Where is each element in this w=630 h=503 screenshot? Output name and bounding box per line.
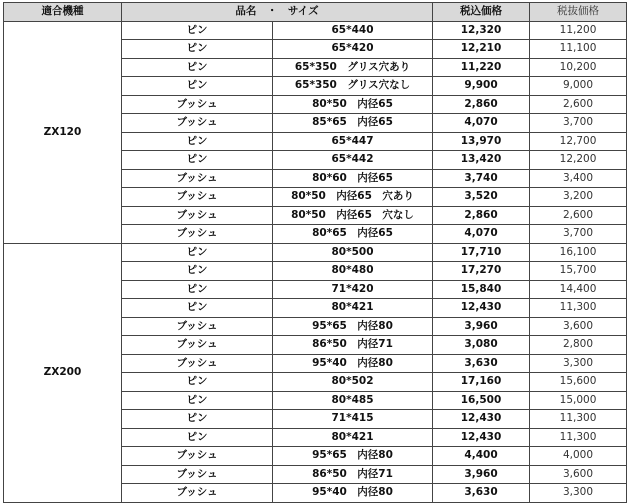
price-incl-tax-cell: 13,420 bbox=[433, 151, 530, 170]
model-cell: ZX120 bbox=[4, 21, 122, 243]
item-size-cell: 80*50 内径65 穴あり bbox=[273, 188, 433, 207]
item-name-cell: ブッシュ bbox=[122, 465, 273, 484]
header-price-excl-tax: 税抜価格 bbox=[530, 3, 627, 22]
price-incl-tax-cell: 17,710 bbox=[433, 243, 530, 262]
item-name-cell: ブッシュ bbox=[122, 484, 273, 503]
item-name-cell: ピン bbox=[122, 21, 273, 40]
item-size-cell: 95*40 内径80 bbox=[273, 354, 433, 373]
item-name-cell: ブッシュ bbox=[122, 206, 273, 225]
price-incl-tax-cell: 2,860 bbox=[433, 95, 530, 114]
item-size-cell: 71*415 bbox=[273, 410, 433, 429]
price-incl-tax-cell: 11,220 bbox=[433, 58, 530, 77]
price-incl-tax-cell: 12,210 bbox=[433, 40, 530, 59]
item-name-cell: ブッシュ bbox=[122, 354, 273, 373]
item-size-cell: 65*420 bbox=[273, 40, 433, 59]
price-excl-tax-cell: 3,200 bbox=[530, 188, 627, 207]
item-size-cell: 80*60 内径65 bbox=[273, 169, 433, 188]
price-excl-tax-cell: 3,700 bbox=[530, 114, 627, 133]
price-excl-tax-cell: 3,600 bbox=[530, 465, 627, 484]
item-size-cell: 80*50 内径65 bbox=[273, 95, 433, 114]
table-body bbox=[4, 21, 627, 502]
item-name-cell: ブッシュ bbox=[122, 188, 273, 207]
price-excl-tax-cell: 12,700 bbox=[530, 132, 627, 151]
price-excl-tax-cell: 2,600 bbox=[530, 95, 627, 114]
item-size-cell: 71*420 bbox=[273, 280, 433, 299]
price-excl-tax-cell: 12,200 bbox=[530, 151, 627, 170]
item-size-cell: 86*50 内径71 bbox=[273, 336, 433, 355]
price-excl-tax-cell: 15,600 bbox=[530, 373, 627, 392]
price-incl-tax-cell: 4,400 bbox=[433, 447, 530, 466]
price-excl-tax-cell: 14,400 bbox=[530, 280, 627, 299]
price-excl-tax-cell: 11,300 bbox=[530, 428, 627, 447]
item-name-cell: ブッシュ bbox=[122, 317, 273, 336]
item-name-cell: ピン bbox=[122, 391, 273, 410]
price-incl-tax-cell: 16,500 bbox=[433, 391, 530, 410]
price-incl-tax-cell: 2,860 bbox=[433, 206, 530, 225]
price-excl-tax-cell: 11,100 bbox=[530, 40, 627, 59]
item-size-cell: 86*50 内径71 bbox=[273, 465, 433, 484]
price-excl-tax-cell: 10,200 bbox=[530, 58, 627, 77]
item-size-cell: 65*440 bbox=[273, 21, 433, 40]
item-name-cell: ブッシュ bbox=[122, 336, 273, 355]
header-price-incl-tax: 税込価格 bbox=[433, 3, 530, 22]
item-size-cell: 95*65 内径80 bbox=[273, 447, 433, 466]
item-name-cell: ピン bbox=[122, 243, 273, 262]
price-table bbox=[3, 2, 627, 503]
item-name-cell: ブッシュ bbox=[122, 169, 273, 188]
table-row bbox=[4, 21, 627, 40]
price-incl-tax-cell: 13,970 bbox=[433, 132, 530, 151]
item-name-cell: ブッシュ bbox=[122, 447, 273, 466]
price-excl-tax-cell: 3,700 bbox=[530, 225, 627, 244]
price-excl-tax-cell: 2,800 bbox=[530, 336, 627, 355]
item-name-cell: ブッシュ bbox=[122, 225, 273, 244]
item-size-cell: 95*65 内径80 bbox=[273, 317, 433, 336]
price-incl-tax-cell: 3,630 bbox=[433, 354, 530, 373]
item-size-cell: 80*485 bbox=[273, 391, 433, 410]
price-excl-tax-cell: 11,200 bbox=[530, 21, 627, 40]
item-name-cell: ピン bbox=[122, 262, 273, 281]
price-incl-tax-cell: 12,430 bbox=[433, 428, 530, 447]
price-incl-tax-cell: 3,520 bbox=[433, 188, 530, 207]
price-excl-tax-cell: 11,300 bbox=[530, 299, 627, 318]
item-size-cell: 65*447 bbox=[273, 132, 433, 151]
price-incl-tax-cell: 4,070 bbox=[433, 225, 530, 244]
item-size-cell: 80*480 bbox=[273, 262, 433, 281]
price-excl-tax-cell: 3,300 bbox=[530, 354, 627, 373]
price-excl-tax-cell: 9,000 bbox=[530, 77, 627, 96]
item-size-cell: 80*502 bbox=[273, 373, 433, 392]
price-excl-tax-cell: 15,700 bbox=[530, 262, 627, 281]
item-name-cell: ピン bbox=[122, 151, 273, 170]
price-incl-tax-cell: 3,080 bbox=[433, 336, 530, 355]
item-size-cell: 80*421 bbox=[273, 299, 433, 318]
price-incl-tax-cell: 3,630 bbox=[433, 484, 530, 503]
price-incl-tax-cell: 17,270 bbox=[433, 262, 530, 281]
price-excl-tax-cell: 4,000 bbox=[530, 447, 627, 466]
item-name-cell: ピン bbox=[122, 58, 273, 77]
price-excl-tax-cell: 3,300 bbox=[530, 484, 627, 503]
price-excl-tax-cell: 3,600 bbox=[530, 317, 627, 336]
price-incl-tax-cell: 9,900 bbox=[433, 77, 530, 96]
item-size-cell: 80*50 内径65 穴なし bbox=[273, 206, 433, 225]
price-excl-tax-cell: 16,100 bbox=[530, 243, 627, 262]
price-incl-tax-cell: 3,960 bbox=[433, 317, 530, 336]
table-row bbox=[4, 243, 627, 262]
item-size-cell: 65*350 グリス穴あり bbox=[273, 58, 433, 77]
item-size-cell: 65*442 bbox=[273, 151, 433, 170]
price-incl-tax-cell: 12,320 bbox=[433, 21, 530, 40]
item-name-cell: ブッシュ bbox=[122, 95, 273, 114]
item-size-cell: 80*421 bbox=[273, 428, 433, 447]
model-cell: ZX200 bbox=[4, 243, 122, 502]
header-model: 適合機種 bbox=[4, 3, 122, 22]
item-name-cell: ピン bbox=[122, 40, 273, 59]
item-name-cell: ピン bbox=[122, 280, 273, 299]
price-incl-tax-cell: 3,740 bbox=[433, 169, 530, 188]
item-size-cell: 65*350 グリス穴なし bbox=[273, 77, 433, 96]
price-incl-tax-cell: 3,960 bbox=[433, 465, 530, 484]
item-name-cell: ピン bbox=[122, 299, 273, 318]
item-name-cell: ブッシュ bbox=[122, 114, 273, 133]
price-incl-tax-cell: 12,430 bbox=[433, 299, 530, 318]
header-name-size: 品名 ・ サイズ bbox=[122, 3, 433, 22]
price-excl-tax-cell: 15,000 bbox=[530, 391, 627, 410]
item-size-cell: 80*65 内径65 bbox=[273, 225, 433, 244]
price-excl-tax-cell: 11,300 bbox=[530, 410, 627, 429]
item-size-cell: 95*40 内径80 bbox=[273, 484, 433, 503]
item-size-cell: 80*500 bbox=[273, 243, 433, 262]
item-name-cell: ピン bbox=[122, 373, 273, 392]
header-row bbox=[4, 3, 627, 22]
item-name-cell: ピン bbox=[122, 428, 273, 447]
price-incl-tax-cell: 4,070 bbox=[433, 114, 530, 133]
price-incl-tax-cell: 17,160 bbox=[433, 373, 530, 392]
item-size-cell: 85*65 内径65 bbox=[273, 114, 433, 133]
price-excl-tax-cell: 3,400 bbox=[530, 169, 627, 188]
price-excl-tax-cell: 2,600 bbox=[530, 206, 627, 225]
price-incl-tax-cell: 15,840 bbox=[433, 280, 530, 299]
price-incl-tax-cell: 12,430 bbox=[433, 410, 530, 429]
item-name-cell: ピン bbox=[122, 132, 273, 151]
item-name-cell: ピン bbox=[122, 410, 273, 429]
item-name-cell: ピン bbox=[122, 77, 273, 96]
